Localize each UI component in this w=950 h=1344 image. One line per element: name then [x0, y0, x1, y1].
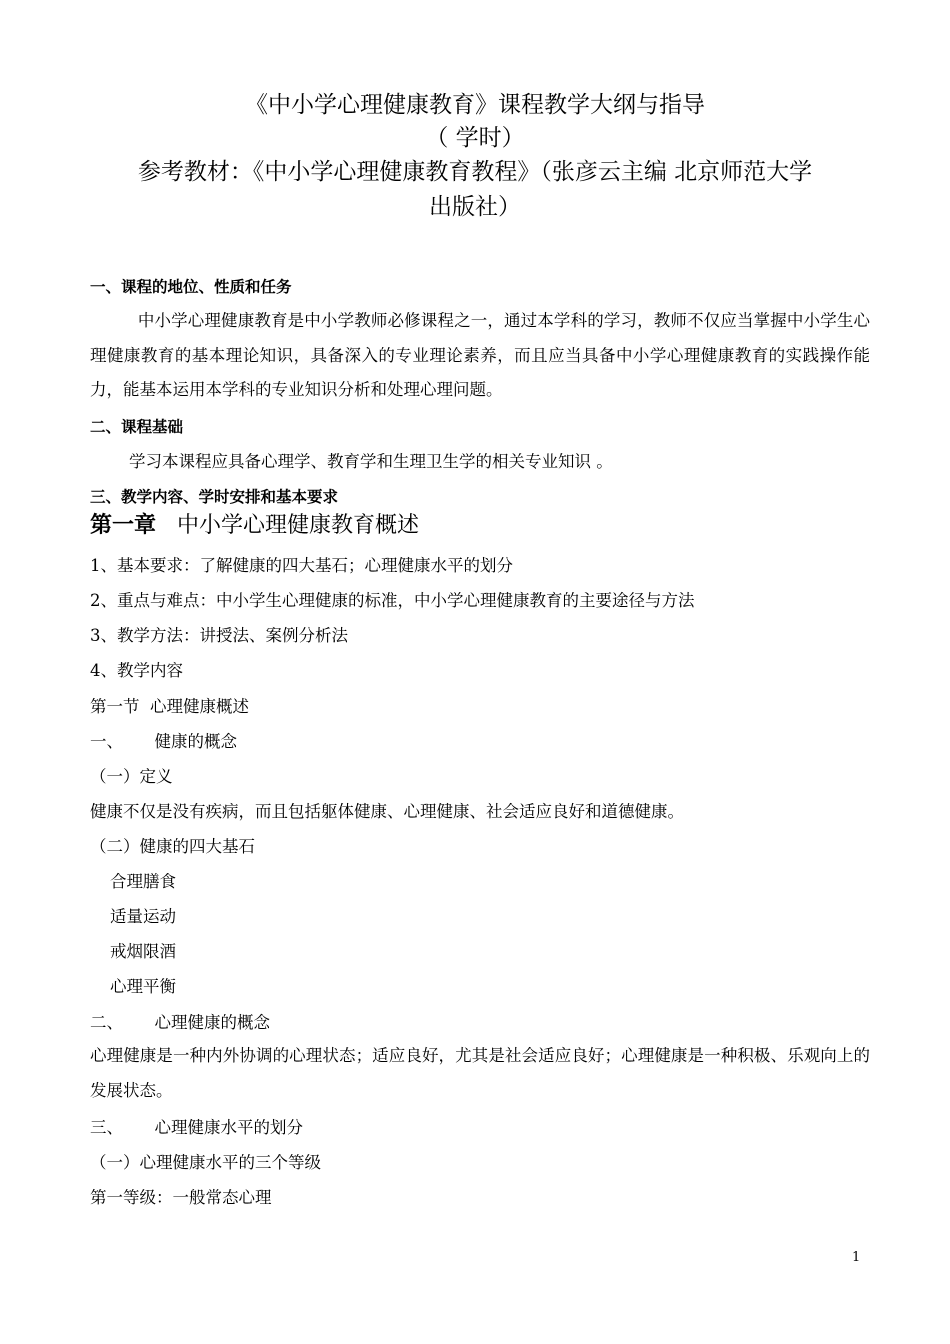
item-mental-health-levels: 三、 心理健康水平的划分: [90, 1118, 303, 1137]
teaching-method: 3、教学方法：讲授法、案例分析法: [90, 626, 348, 645]
cornerstone-item: 合理膳食: [110, 872, 176, 891]
cornerstone-item: 戒烟限酒: [110, 942, 176, 961]
section-body-status: 中小学心理健康教育是中小学教师必修课程之一，通过本学科的学习，教师不仅应当掌握中小学生心理健康教育的基本理论知识，具备深入的专业理论素养，而且应当具备中小学心理健康教育的实践操作能力，能基本运用本学科的专业知识分析和处理心理问题。: [90, 311, 870, 399]
level-one: 第一等级：一般常态心理: [90, 1188, 272, 1207]
cornerstone-item: 心理平衡: [110, 977, 176, 996]
chapter-number: 第一章: [90, 513, 157, 538]
section-body-basis: 学习本课程应具备心理学、教育学和生理卫生学的相关专业知识 。: [129, 452, 613, 471]
key-points: 2、重点与难点：中小学生心理健康的标准，中小学心理健康教育的主要途径与方法: [90, 591, 695, 610]
document-title: 《中小学心理健康教育》课程教学大纲与指导: [245, 92, 705, 118]
health-definition: 健康不仅是没有疾病，而且包括躯体健康、心理健康、社会适应良好和道德健康。: [90, 802, 684, 821]
chapter-title: 中小学心理健康教育概述: [177, 513, 420, 538]
reference-textbook-line: 参考教材：《中小学心理健康教育教程》（张彦云主编 北京师范大学: [137, 159, 813, 185]
mental-health-definition: 心理健康是一种内外协调的心理状态；适应良好，尤其是社会适应良好；心理健康是一种积极、乐观向上的发展状态。: [90, 1046, 870, 1100]
basic-requirement: 1、基本要求：了解健康的四大基石；心理健康水平的划分: [90, 556, 513, 575]
sub-definition: （一）定义: [90, 767, 173, 786]
credit-hours-line: （ 学时）: [425, 125, 525, 151]
page-number: 1: [852, 1250, 861, 1265]
teaching-content: 4、教学内容: [90, 661, 183, 680]
item-health-concept: 一、 健康的概念: [90, 732, 237, 751]
item-mental-health-concept: 二、 心理健康的概念: [90, 1013, 270, 1032]
section-title: 第一节 心理健康概述: [90, 697, 249, 716]
section-heading-basis: 二、课程基础: [90, 418, 184, 436]
section-heading-status: 一、课程的地位、性质和任务: [90, 278, 292, 296]
sub-three-levels: （一）心理健康水平的三个等级: [90, 1153, 321, 1172]
chapter-heading: [90, 511, 419, 541]
cornerstone-item: 适量运动: [110, 907, 176, 926]
sub-cornerstones: （二）健康的四大基石: [90, 837, 255, 856]
section-heading-content: 三、教学内容、学时安排和基本要求: [90, 488, 339, 506]
reference-textbook-line-cont: 出版社）: [429, 194, 521, 220]
